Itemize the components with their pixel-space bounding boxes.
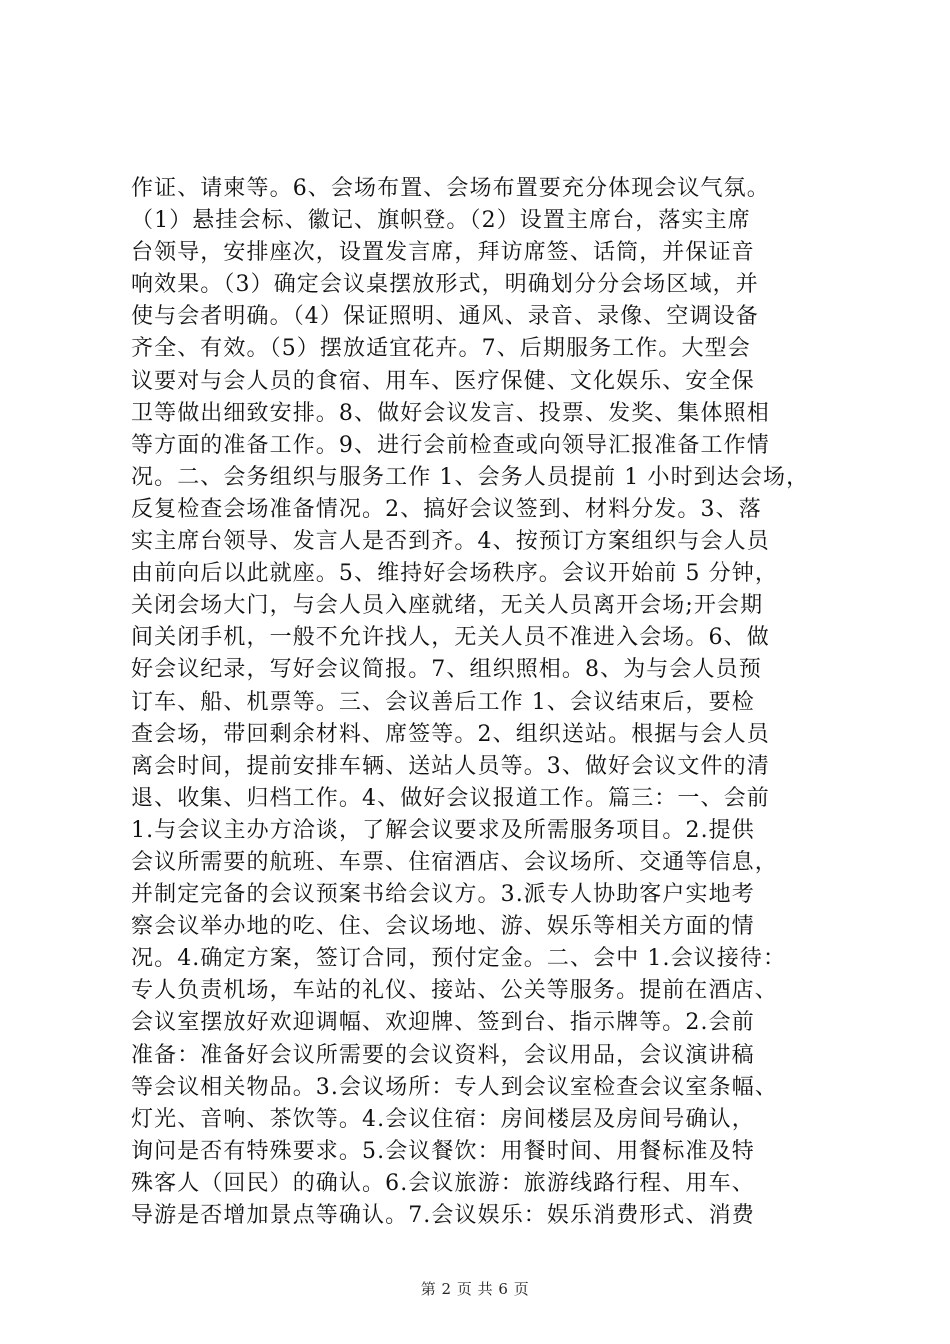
text-line: 由前向后以此就座。5、维持好会场秩序。会议开始前 5 分钟， xyxy=(131,561,778,587)
text-line: 况。二、会务组织与服务工作 1、会务人员提前 1 小时到达会场， xyxy=(131,464,810,490)
text-line: 订车、船、机票等。三、会议善后工作 1、会议结束后，要检 xyxy=(131,689,755,715)
text-line: 查会场，带回剩余材料、席签等。2、组织送站。根据与会人员 xyxy=(131,721,770,747)
text-line: 台领导，安排座次，设置发言席，拜访席签、话筒，并保证音 xyxy=(131,240,755,266)
text-line: 关闭会场大门，与会人员入座就绪，无关人员离开会场;开会期 xyxy=(131,593,764,619)
text-line: 会议室摆放好欢迎调幅、欢迎牌、签到台、指示牌等。2.会前 xyxy=(131,1010,755,1036)
text-line: 好会议纪录，写好会议简报。7、组织照相。8、为与会人员预 xyxy=(131,657,762,683)
text-line: 卫等做出细致安排。8、做好会议发言、投票、发奖、集体照相 xyxy=(131,400,770,426)
text-line: 议要对与会人员的食宿、用车、医疗保健、文化娱乐、安全保 xyxy=(131,368,755,394)
text-line: 1.与会议主办方洽谈，了解会议要求及所需服务项目。2.提供 xyxy=(131,817,755,843)
text-line: 反复检查会场准备情况。2、搞好会议签到、材料分发。3、落 xyxy=(131,496,762,522)
text-line: 况。4.确定方案，签订合同，预付定金。二、会中 1.会议接待： xyxy=(131,946,787,972)
text-line: 殊客人（回民）的确认。6.会议旅游：旅游线路行程、用车、 xyxy=(131,1170,755,1196)
text-line: （1）悬挂会标、徽记、旗帜登。（2）设置主席台，落实主席 xyxy=(131,208,751,234)
text-line: 察会议举办地的吃、住、会议场地、游、娱乐等相关方面的情 xyxy=(131,914,755,940)
text-line: 作证、请柬等。6、会场布置、会场布置要充分体现会议气氛。 xyxy=(131,176,770,201)
text-line: 使与会者明确。（4）保证照明、通风、录音、录像、空调设备 xyxy=(131,304,759,330)
text-line: 并制定完备的会议预案书给会议方。3.派专人协助客户实地考 xyxy=(131,882,755,908)
text-line: 导游是否增加景点等确认。7.会议娱乐：娱乐消费形式、消费 xyxy=(131,1203,755,1228)
body-text xyxy=(131,173,841,1232)
text-line: 会议所需要的航班、车票、住宿酒店、会议场所、交通等信息， xyxy=(131,849,778,875)
text-line: 专人负责机场，车站的礼仪、接站、公关等服务。提前在酒店、 xyxy=(131,978,778,1004)
text-line: 等会议相关物品。3.会议场所：专人到会议室检查会议室条幅、 xyxy=(131,1074,778,1100)
page-footer: 第 2 页 共 6 页 xyxy=(420,1280,530,1298)
text-line: 间关闭手机，一般不允许找人，无关人员不准进入会场。6、做 xyxy=(131,625,770,651)
text-line: 退、收集、归档工作。4、做好会议报道工作。篇三：一、会前 xyxy=(131,785,770,811)
text-line: 齐全、有效。（5）摆放适宜花卉。7、后期服务工作。大型会 xyxy=(131,336,751,362)
text-line: 等方面的准备工作。9、进行会前检查或向领导汇报准备工作情 xyxy=(131,432,770,458)
text-line: 离会时间，提前安排车辆、送站人员等。3、做好会议文件的清 xyxy=(131,753,770,779)
text-line: 灯光、音响、茶饮等。4.会议住宿：房间楼层及房间号确认， xyxy=(131,1106,755,1132)
text-line: 实主席台领导、发言人是否到齐。4、按预订方案组织与会人员 xyxy=(131,529,770,555)
text-line: 询问是否有特殊要求。5.会议餐饮：用餐时间、用餐标准及特 xyxy=(131,1138,755,1164)
text-line: 响效果。（3）确定会议桌摆放形式，明确划分分会场区域，并 xyxy=(131,272,759,298)
text-line: 准备：准备好会议所需要的会议资料，会议用品，会议演讲稿 xyxy=(131,1042,755,1068)
